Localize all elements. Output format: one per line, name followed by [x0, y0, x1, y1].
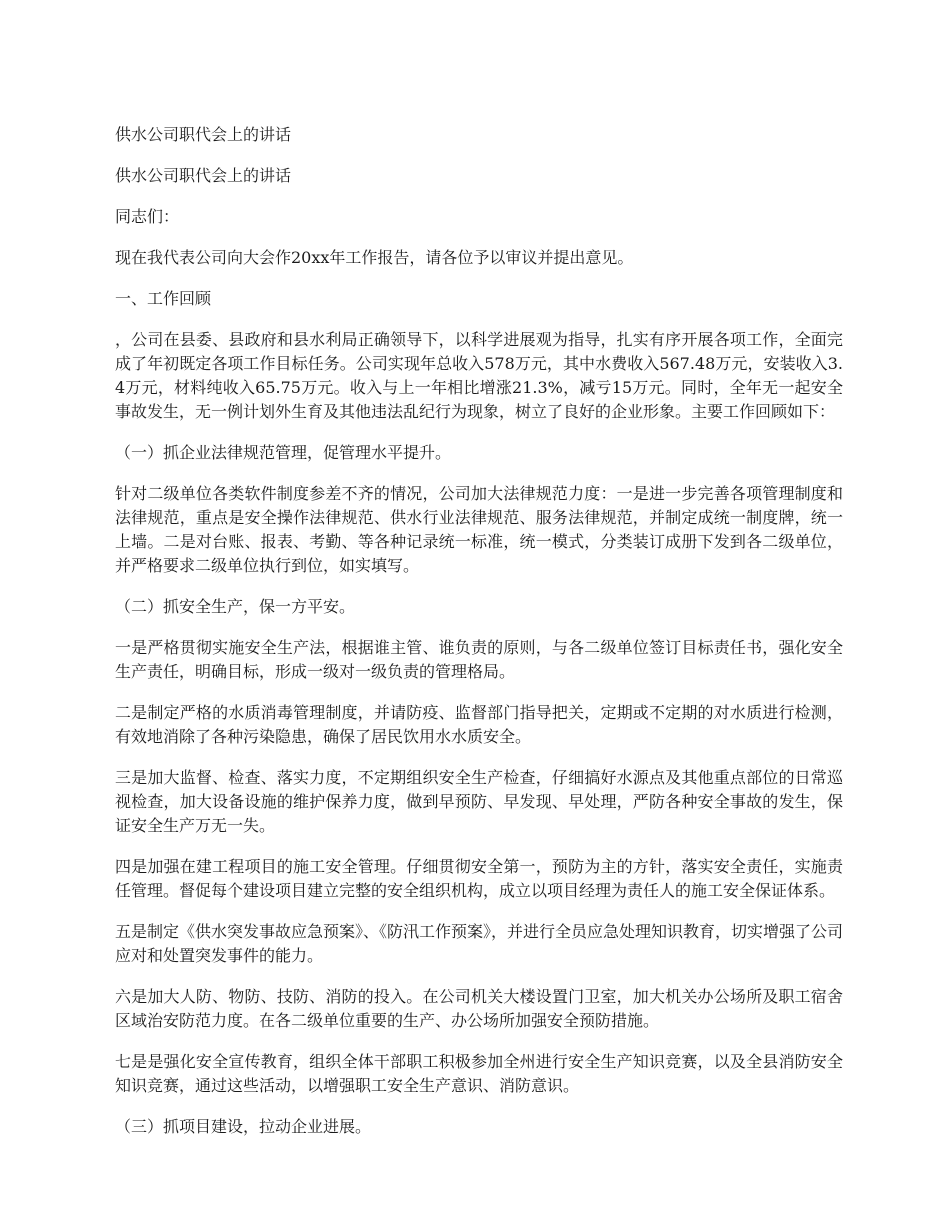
paragraph-safety-7: 七是是强化安全宣传教育，组织全体干部职工积极参加全州进行安全生产知识竞赛，以及全县消防安全知识竞赛，通过这些活动，以增强职工安全生产意识、消防意识。: [115, 1052, 843, 1095]
paragraph-safety-5: 五是制定《供水突发事故应急预案》、《防汛工作预案》，并进行全员应急处理知识教育，切实增强了公司应对和处置突发事件的能力。: [115, 922, 844, 965]
subheading-safety: （二）抓安全生产，保一方平安。: [115, 597, 356, 616]
document-subtitle: 供水公司职代会上的讲话: [115, 166, 292, 185]
document-title: 供水公司职代会上的讲话: [115, 125, 292, 144]
section-heading-review: 一、工作回顾: [115, 289, 212, 308]
paragraph-salutation: 同志们：: [115, 207, 180, 226]
paragraph-safety-2: 二是制定严格的水质消毒管理制度，并请防疫、监督部门指导把关，定期或不定期的对水质进行检测，有效地消除了各种污染隐患，确保了居民饮用水水质安全。: [115, 703, 843, 746]
subheading-legal-management: （一）抓企业法律规范管理，促管理水平提升。: [115, 443, 452, 462]
subheading-project-construction: （三）抓项目建设，拉动企业进展。: [115, 1117, 372, 1136]
paragraph-safety-6: 六是加大人防、物防、技防、消防的投入。在公司机关大楼设置门卫室，加大机关办公场所及职工宿舍区域治安防范力度。在各二级单位重要的生产、办公场所加强安全预防措施。: [115, 987, 843, 1030]
document-page: [115, 123, 843, 1156]
paragraph-legal-management: 针对二级单位各类软件制度参差不齐的情况，公司加大法律规范力度：一是进一步完善各项管理制度和法律规范，重点是安全操作法律规范、供水行业法律规范、服务法律规范，并制定成统一制度牌，统一上墙。二是对台账、报表、考勤、等各种记录统一标准，统一模式，分类装订成册下发到各二级单位，并严格要求二级单位执行到位，如实填写。: [115, 484, 843, 575]
paragraph-safety-4: 四是加强在建工程项目的施工安全管理。仔细贯彻安全第一，预防为主的方针，落实安全责任，实施责任管理。督促每个建设项目建立完整的安全组织机构，成立以项目经理为责任人的施工安全保证体系。: [115, 857, 843, 900]
paragraph-intro: 现在我代表公司向大会作20xx年工作报告，请各位予以审议并提出意见。: [115, 248, 634, 267]
paragraph-summary: ，公司在县委、县政府和县水利局正确领导下，以科学进展观为指导，扎实有序开展各项工作，全面完成了年初既定各项工作目标任务。公司实现年总收入578万元，其中水费收入567.48万元，安装收入3.4万元，材料纯收入65.75万元。收入与上一年相比增涨21.3%，减亏15万元。同时，全年无一起安全事故发生，无一例计划外生育及其他违法乱纪行为现象，树立了良好的企业形象。主要工作回顾如下：: [115, 330, 843, 421]
paragraph-safety-1: 一是严格贯彻实施安全生产法，根据谁主管、谁负责的原则，与各二级单位签订目标责任书，强化安全生产责任，明确目标，形成一级对一级负责的管理格局。: [115, 638, 843, 681]
paragraph-safety-3: 三是加大监督、检查、落实力度，不定期组织安全生产检查，仔细搞好水源点及其他重点部位的日常巡视检查，加大设备设施的维护保养力度，做到早预防、早发现、早处理，严防各种安全事故的发生，保证安全生产万无一失。: [115, 768, 843, 835]
